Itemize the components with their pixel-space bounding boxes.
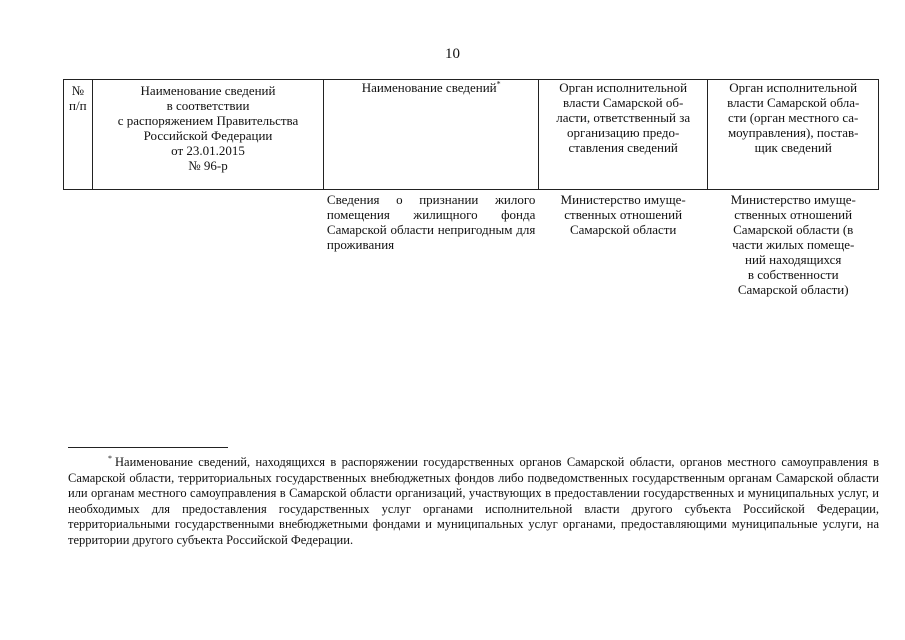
header-number bbox=[64, 80, 93, 190]
header-line: в соответствии bbox=[166, 98, 250, 113]
page-number: 10 bbox=[445, 46, 460, 62]
header-info-name bbox=[324, 80, 538, 190]
header-line: от 23.01.2015 bbox=[171, 143, 245, 158]
header-line: Российской Федерации bbox=[143, 128, 273, 143]
cell-line: Самарской области (в bbox=[733, 222, 854, 237]
header-line: № 96-р bbox=[188, 158, 228, 173]
cell-line: ственных отношений bbox=[564, 207, 683, 222]
cell-line: Самарской области) bbox=[737, 282, 849, 297]
header-line: щик сведений bbox=[754, 140, 832, 155]
header-line: Наименование сведений bbox=[140, 83, 276, 98]
cell-responsible-organ bbox=[538, 190, 708, 298]
footnote bbox=[68, 455, 879, 548]
header-number-line: п/п bbox=[69, 98, 87, 113]
header-line: с распоряжением Правительства bbox=[117, 113, 299, 128]
header-supplier-organ bbox=[708, 80, 879, 190]
cell-line: ний находящихся bbox=[745, 252, 842, 267]
header-line: моуправления), постав- bbox=[727, 125, 859, 140]
cell-supplier-organ bbox=[708, 190, 879, 298]
footnote-separator bbox=[68, 447, 228, 448]
table-header bbox=[64, 80, 879, 190]
header-line: Орган исполнительной bbox=[729, 80, 858, 95]
header-line: организацию предо- bbox=[567, 125, 680, 140]
cell-line: Министерство имуще- bbox=[730, 192, 856, 207]
cell-line: части жилых помеще- bbox=[732, 237, 855, 252]
header-name-by-decree bbox=[92, 80, 324, 190]
header-info-name-text: Наименование сведений bbox=[361, 80, 497, 95]
document-table bbox=[63, 79, 879, 297]
header-number-line: № bbox=[71, 83, 84, 98]
header-line: ставления сведений bbox=[568, 140, 678, 155]
header-line: власти Самарской об- bbox=[563, 95, 684, 110]
footnote-text: Наименование сведений, находящихся в распоряжении государственных органов Самарской области, органов местного самоуправления в Самарской области, территориальных государственных внебюджетных фондов либо подведомственных государственным органам Самарской области или органам местного самоуправления в Самарской области организаций, участвующих в предоставлении государственных и муниципальных услуг, и необходимых для предоставления государственных услуг органами исполнительной власти другого субъекта Российской Федерации, территориальными государственными внебюджетными фондами и муниципальных услуг органами, предоставляющими муниципальные услуги, на территории другого субъекта Российской Федерации. bbox=[68, 455, 879, 547]
header-line: ласти, ответственный за bbox=[556, 110, 691, 125]
footnote-reference-mark: * bbox=[496, 79, 501, 89]
header-line: Орган исполнительной bbox=[559, 80, 688, 95]
cell-line: Министерство имуще- bbox=[560, 192, 686, 207]
header-line: власти Самарской обла- bbox=[727, 95, 860, 110]
header-responsible-organ bbox=[538, 80, 708, 190]
footnote-mark: * bbox=[108, 453, 112, 463]
cell-name-by-decree bbox=[92, 190, 324, 298]
cell-number bbox=[64, 190, 93, 298]
header-line: сти (орган местного са- bbox=[728, 110, 859, 125]
cell-info-name: Сведения о признании жилого помещения жилищного фонда Самарской области непригодным для проживания bbox=[326, 192, 536, 252]
cell-line: в собственности bbox=[747, 267, 839, 282]
table-row bbox=[64, 190, 879, 298]
cell-line: ственных отношений bbox=[734, 207, 853, 222]
cell-line: Самарской области bbox=[569, 222, 677, 237]
